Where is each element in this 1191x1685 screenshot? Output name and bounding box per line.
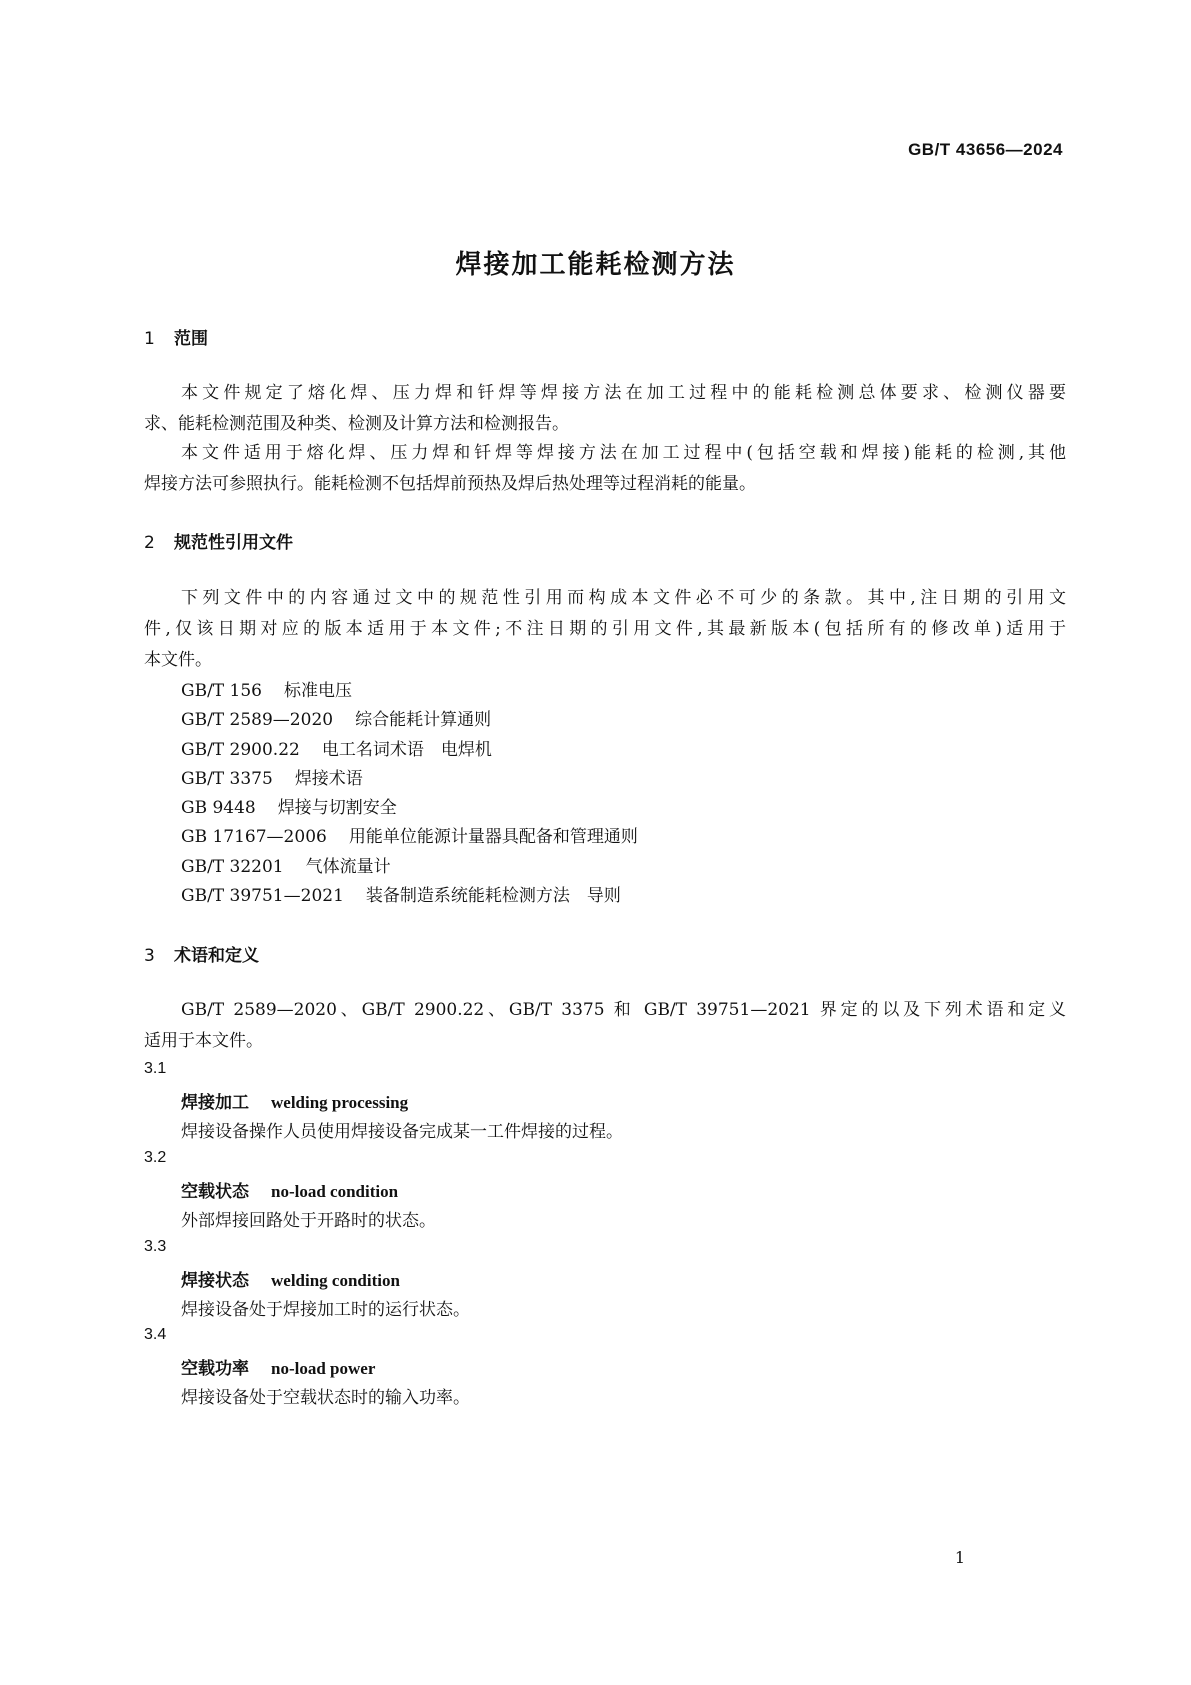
reference-code: GB/T 2589—2020: [181, 710, 334, 730]
reference-item: [181, 735, 492, 760]
text-line: 求、能耗检测范围及种类、检测及计算方法和检测报告。: [144, 414, 569, 434]
term-title: [181, 1266, 400, 1291]
text-line: 件,仅该日期对应的版本适用于本文件;不注日期的引用文件,其最新版本(包括所有的修改单)适用于: [144, 619, 1066, 639]
text-line: 焊接方法可参照执行。能耗检测不包括焊前预热及焊后热处理等过程消耗的能量。: [144, 474, 756, 494]
section-1-paragraph-1: [144, 378, 1066, 440]
term-english: welding condition: [271, 1271, 400, 1290]
term-definition: 焊接设备处于焊接加工时的运行状态。: [181, 1300, 470, 1320]
page-number: 1: [954, 1548, 965, 1567]
term-number: 3.2: [144, 1149, 167, 1166]
term-english: no-load condition: [271, 1182, 399, 1201]
term-title: [181, 1354, 375, 1379]
text-line: 本文件适用于熔化焊、压力焊和钎焊等焊接方法在加工过程中(包括空载和焊接)能耗的检测,其他: [181, 443, 1066, 463]
term-definition: 焊接设备处于空载状态时的输入功率。: [181, 1388, 470, 1408]
reference-item: [181, 881, 621, 906]
reference-item: [181, 793, 397, 818]
reference-title: 电工名词术语 电焊机: [321, 740, 492, 760]
term-definition: 焊接设备操作人员使用焊接设备完成某一工件焊接的过程。: [181, 1122, 623, 1142]
term-definition: 外部焊接回路处于开路时的状态。: [181, 1211, 436, 1231]
term-title: [181, 1177, 398, 1202]
reference-title: 综合能耗计算通则: [355, 710, 492, 730]
reference-item: [181, 852, 391, 877]
section-number: 3: [144, 946, 155, 966]
section-title: 术语和定义: [174, 946, 259, 966]
text-line: 本文件。: [144, 650, 212, 670]
term-chinese: 空载功率: [181, 1359, 249, 1379]
reference-code: GB/T 39751—2021: [181, 886, 344, 906]
reference-item: [181, 676, 352, 701]
text-line: GB/T 2589—2020、GB/T 2900.22、GB/T 3375 和 GB/T 39751—2021 界定的以及下列术语和定义: [181, 1000, 1066, 1020]
section-title: 规范性引用文件: [174, 533, 293, 553]
section-1-paragraph-2: [144, 438, 1066, 500]
section-number: 1: [144, 329, 155, 349]
term-chinese: 焊接加工: [181, 1093, 249, 1113]
term-english: welding processing: [271, 1093, 409, 1112]
reference-title: 装备制造系统能耗检测方法 导则: [365, 886, 621, 906]
reference-title: 气体流量计: [305, 857, 391, 877]
standard-number: GB/T 43656—2024: [908, 140, 1063, 159]
section-3-heading: [144, 941, 259, 966]
document-title: 焊接加工能耗检测方法: [455, 250, 736, 280]
reference-title: 标准电压: [284, 681, 352, 701]
term-number: 3.3: [144, 1238, 167, 1255]
section-number: 2: [144, 533, 155, 553]
reference-title: 焊接术语: [294, 769, 363, 789]
reference-code: GB/T 32201: [181, 857, 284, 877]
text-line: 下列文件中的内容通过文中的规范性引用而构成本文件必不可少的条款。其中,注日期的引用文: [181, 588, 1066, 608]
term-title: [181, 1088, 408, 1113]
reference-item: [181, 705, 491, 730]
term-chinese: 空载状态: [181, 1182, 249, 1202]
term-english: no-load power: [271, 1359, 376, 1378]
reference-code: GB/T 156: [181, 681, 262, 701]
reference-title: 用能单位能源计量器具配备和管理通则: [348, 827, 638, 847]
term-chinese: 焊接状态: [181, 1271, 249, 1291]
section-2-intro: [144, 583, 1066, 676]
reference-title: 焊接与切割安全: [277, 798, 397, 818]
section-title: 范围: [174, 329, 208, 349]
text-line: 适用于本文件。: [144, 1031, 263, 1051]
reference-item: [181, 764, 363, 789]
reference-code: GB/T 3375: [181, 769, 273, 789]
text-line: 本文件规定了熔化焊、压力焊和钎焊等焊接方法在加工过程中的能耗检测总体要求、检测仪器要: [181, 383, 1066, 403]
reference-item: [181, 822, 638, 847]
reference-code: GB 17167—2006: [181, 827, 327, 847]
section-2-heading: [144, 528, 293, 553]
reference-code: GB 9448: [181, 798, 256, 818]
section-1-heading: [144, 324, 208, 349]
section-3-intro: [144, 995, 1066, 1057]
term-number: 3.1: [144, 1060, 167, 1077]
reference-code: GB/T 2900.22: [181, 740, 300, 760]
term-number: 3.4: [144, 1326, 167, 1343]
